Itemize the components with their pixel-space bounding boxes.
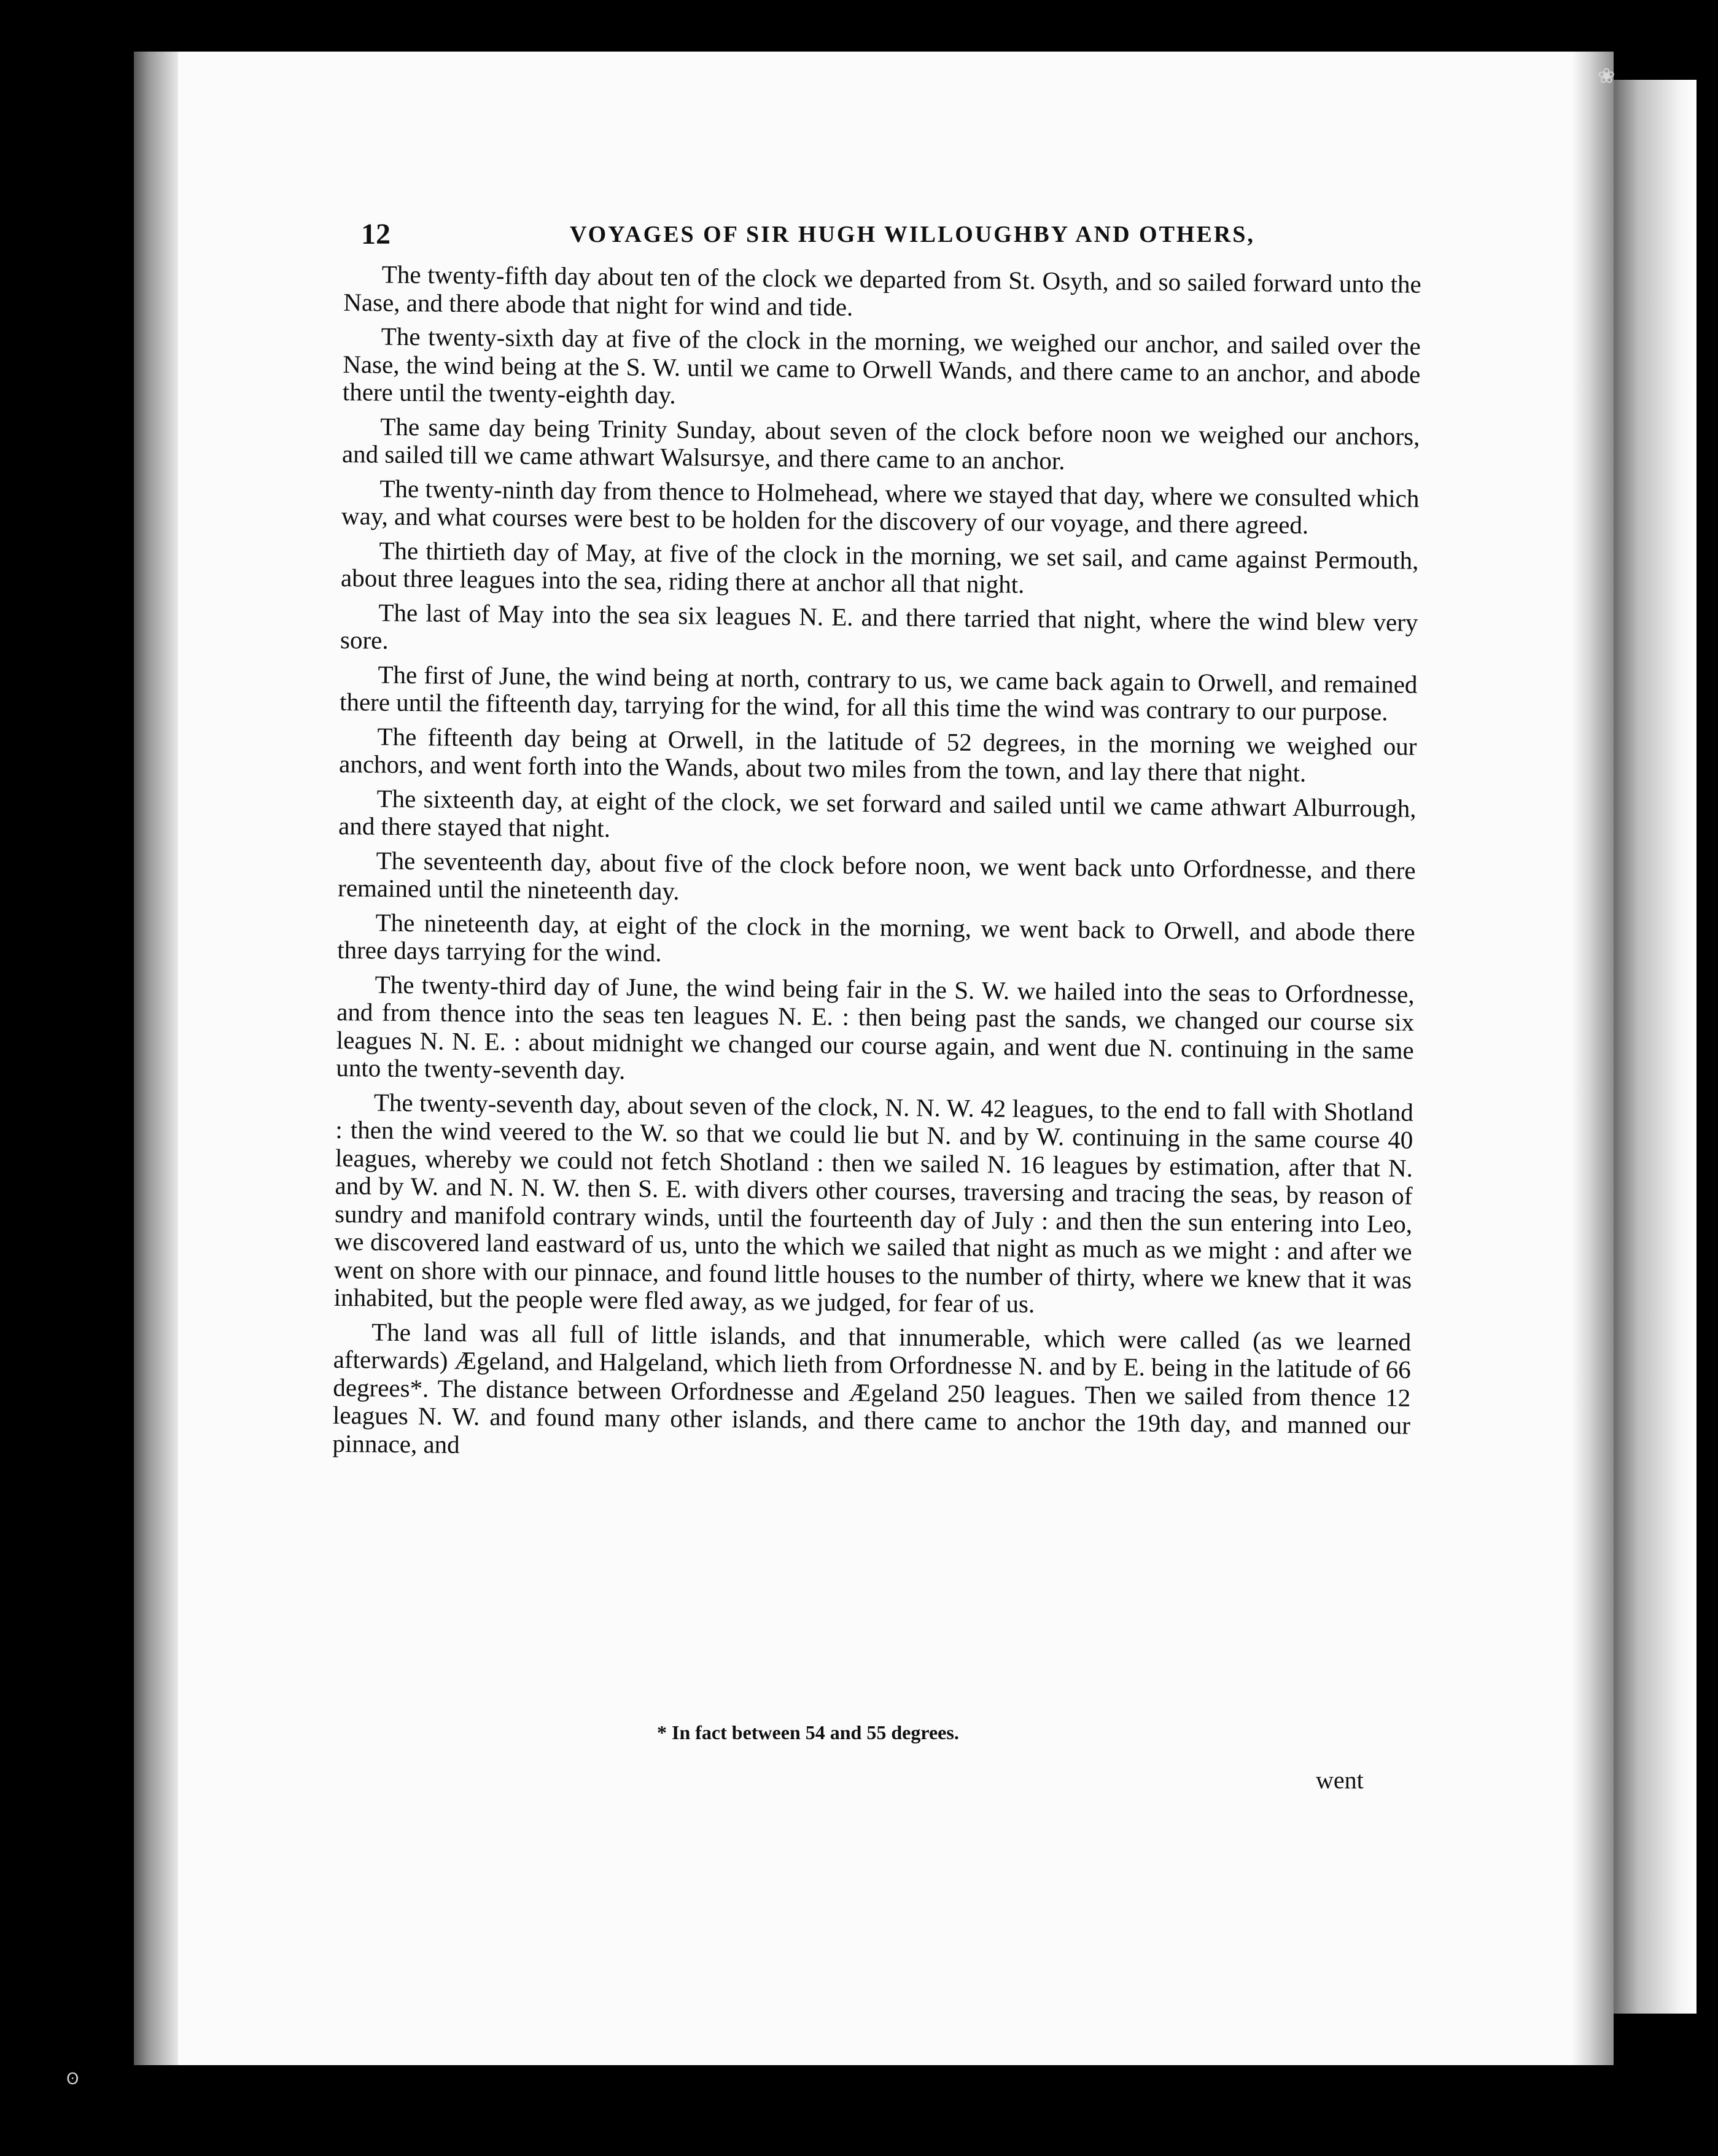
paragraph: The land was all full of little islands, and that innumerable, which were called (as we learned afterwards) Ægeland, and Halgeland, which lieth from Orfordnesse N. and by E. being in the latitude of 66 degrees*. The distance between Orfordnesse and Ægeland 250 leagues. Then we sailed from thence 12 leagues N. W. and found many other islands, and there came to anchor the 19th day, and manned our pinnace, and [332,1317,1412,1459]
paragraph: The twenty-sixth day at five of the clock in the morning, we weighed our anchor, and sailed over the Nase, the wind being at the S. W. until we came to Orwell Wands, and there came to an anchor, and abode there until the twenty-eighth day. [342,322,1421,409]
adjacent-page-edge [1614,80,1697,2014]
scan-edge-mark: ʘ [66,2070,79,2088]
paragraph: The twenty-fifth day about ten of the clock we departed from St. Osyth, and so sailed forward unto the Nase, and there abode that night for wind and tide. [343,260,1421,321]
paragraph: The twenty-seventh day, about seven of the clock, N. N. W. 42 leagues, to the end to fall with Shotland : then the wind veered to the W. so that we could lie but N. and by W. continuing in the same course 40 leagues, whereby we could not fetch Shotland : then we sailed N. 16 leagues by estimation, after that N. and by W. and N. N. W. then S. E. with divers other courses, traversing and tracing the seas, by reason of sundry and manifold contrary winds, until the fourteenth day of July : and then the sun entering into Leo, we discovered land eastward of us, unto the which we sailed that night as much as we might : and after we went on shore with our pinnace, and found little houses to the number of thirty, where we knew that it was inhabited, but the people were fled away, as we judged, for fear of us. [333,1088,1413,1318]
running-title: VOYAGES OF SIR HUGH WILLOUGHBY AND OTHERS, [570,222,1255,247]
body-text [332,260,1421,1474]
paragraph: The twenty-ninth day from thence to Holmehead, where we stayed that day, where we consulted which way, and what courses were best to be holden for the discovery of our voyage, and there agreed. [341,474,1420,540]
page-gutter-shadow [1572,52,1614,2065]
page-number: 12 [361,218,391,250]
paragraph: The last of May into the sea six leagues N. E. and there tarried that night, where the wind blew very sore. [340,598,1418,654]
catchword: went [1316,1766,1364,1794]
corner-ornament-mark: ❀ [1598,64,1615,88]
paragraph: The nineteenth day, at eight of the clock in the morning, we went back to Orwell, and abode there three days tarrying for the wind. [336,908,1415,967]
paragraph: The thirtieth day of May, at five of the clock in the morning, we set sail, and came against Permouth, about three leagues into the sea, riding there at anchor all that night. [340,536,1419,599]
running-head [361,217,1454,254]
page-left-shadow [134,52,178,2065]
paragraph: The same day being Trinity Sunday, about seven of the clock before noon we weighed our anchors, and sailed till we came athwart Walsursye, and there came to an anchor. [341,412,1420,475]
paragraph: The seventeenth day, about five of the clock before noon, we went back unto Orfordnesse, and there remained until the nineteenth day. [337,846,1416,905]
paragraph: The fifteenth day being at Orwell, in the latitude of 52 degrees, in the morning we weighed our anchors, and went forth into the Wands, about two miles from the town, and lay there that night. [338,722,1417,788]
paragraph: The twenty-third day of June, the wind being fair in the S. W. we hailed into the seas to Orfordnesse, and from thence into the seas ten leagues N. E. : then being past the sands, we changed our course six leagues N. N. E. : about midnight we changed our course again, and went due N. continuing in the same unto the twenty-seventh day. [336,970,1415,1085]
paragraph: The sixteenth day, at eight of the clock, we set forward and sailed until we came athwart Alburrough, and there stayed that night. [338,784,1417,843]
paragraph: The first of June, the wind being at north, contrary to us, we came back again to Orwell, and remained there until the fifteenth day, tarrying for the wind, for all this time the wind was contrary to our purpose. [339,660,1418,726]
footnote: * In fact between 54 and 55 degrees. [657,1721,959,1743]
